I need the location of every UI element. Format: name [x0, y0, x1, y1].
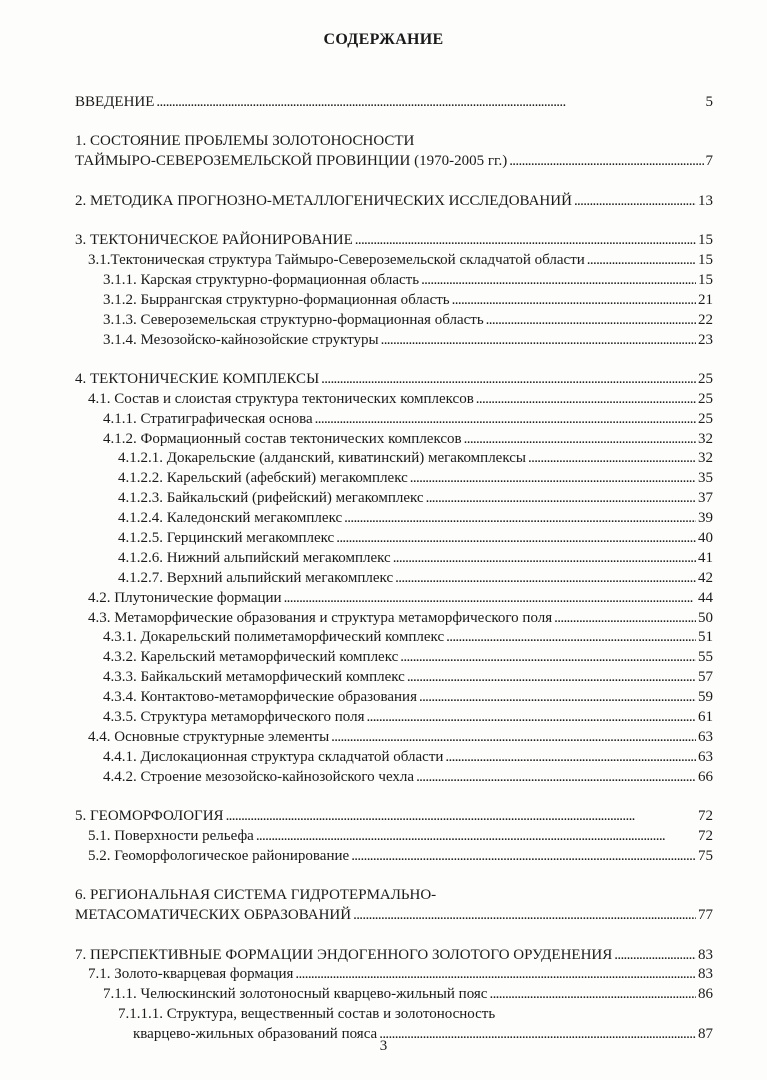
section-spacer — [75, 212, 713, 232]
dot-leader — [554, 609, 696, 629]
toc-page-number: 15 — [698, 251, 713, 268]
toc-page-number: 40 — [698, 530, 713, 547]
dot-leader — [353, 906, 696, 926]
toc-entry-title: 4.3.4. Контактово-метаморфические образования — [103, 689, 417, 706]
toc-entry — [75, 430, 713, 450]
dot-leader — [489, 985, 696, 1005]
toc-entry-title: кварцево-жильных образований пояса — [133, 1026, 378, 1043]
section-spacer — [75, 172, 713, 192]
toc-entry-title: 4.3.5. Структура метаморфического поля — [103, 709, 365, 726]
toc-page-number: 77 — [698, 907, 713, 924]
toc-entry — [75, 132, 713, 152]
section-spacer — [75, 350, 713, 370]
table-of-contents — [75, 93, 713, 1045]
toc-entry — [75, 768, 713, 788]
dot-leader — [315, 410, 696, 430]
toc-page-number: 55 — [698, 649, 713, 666]
toc-entry-title: МЕТАСОМАТИЧЕСКИХ ОБРАЗОВАНИЙ — [75, 907, 352, 924]
toc-page-number: 72 — [698, 808, 713, 825]
toc-entry-title: 5. ГЕОМОРФОЛОГИЯ — [75, 808, 224, 825]
dot-leader — [367, 708, 697, 728]
toc-page-number: 57 — [698, 669, 713, 686]
toc-entry-title: 7.1.1. Челюскинский золотоносный кварцево-жильный пояс — [103, 986, 488, 1003]
toc-entry — [75, 410, 713, 430]
dot-leader — [509, 152, 703, 172]
toc-entry — [75, 390, 713, 410]
toc-page-number: 61 — [698, 709, 713, 726]
toc-page-number: 23 — [698, 331, 713, 348]
toc-entry-title: 4.1. Состав и слоистая структура тектонических комплексов — [88, 390, 474, 407]
dot-leader — [528, 449, 696, 469]
dot-leader — [614, 946, 696, 966]
toc-entry — [75, 708, 713, 728]
toc-entry — [75, 569, 713, 589]
dot-leader — [416, 768, 696, 788]
toc-page-number: 15 — [698, 271, 713, 288]
toc-entry-title: 3.1.2. Быррангская структурно-формационная область — [103, 291, 450, 308]
toc-entry-title: 7.1.1.1. Структура, вещественный состав и золотоносность — [118, 1006, 496, 1023]
section-spacer — [75, 867, 713, 887]
toc-entry-title: 4.1.2.1. Докарельские (алданский, киватинский) мегакомплексы — [118, 450, 526, 467]
toc-page-number: 25 — [698, 370, 713, 387]
toc-entry-title: 7.1. Золото-кварцевая формация — [88, 966, 294, 983]
toc-entry-title: 4.1.2.7. Верхний альпийский мегакомплекс — [118, 569, 394, 586]
dot-leader — [587, 251, 696, 271]
toc-entry — [75, 549, 713, 569]
toc-page-number: 5 — [705, 94, 713, 110]
dot-leader — [486, 311, 696, 331]
toc-entry — [75, 271, 713, 291]
toc-page-number: 51 — [698, 629, 713, 646]
toc-entry — [75, 589, 713, 609]
toc-page-number: 13 — [698, 192, 713, 209]
toc-page-number: 63 — [698, 728, 713, 745]
toc-entry-title: 1. СОСТОЯНИЕ ПРОБЛЕМЫ ЗОЛОТОНОСНОСТИ — [75, 133, 415, 150]
dot-leader — [410, 469, 696, 489]
toc-entry-title: 3.1.3. Североземельская структурно-формационная область — [103, 311, 484, 328]
toc-page-number: 41 — [698, 549, 713, 566]
toc-page-number: 32 — [698, 450, 713, 467]
toc-entry-title: 4.1.2.6. Нижний альпийский мегакомплекс — [118, 549, 391, 566]
toc-entry-title: 6. РЕГИОНАЛЬНАЯ СИСТЕМА ГИДРОТЕРМАЛЬНО- — [75, 887, 437, 904]
toc-entry-title: 4.1.1. Стратиграфическая основа — [103, 410, 313, 427]
dot-leader — [446, 628, 696, 648]
section-spacer — [75, 113, 713, 133]
toc-entry-title: 4.1.2.2. Карельский (афебский) мегакомплекс — [118, 470, 408, 487]
page-title: СОДЕРЖАНИЕ — [323, 31, 444, 48]
dot-leader — [426, 489, 696, 509]
toc-entry-title: 4.3.2. Карельский метаморфический комплекс — [103, 649, 399, 666]
toc-page-number: 25 — [698, 410, 713, 427]
toc-page-number: 25 — [698, 390, 713, 407]
toc-page-number: 21 — [698, 291, 713, 308]
section-spacer — [75, 926, 713, 946]
toc-entry — [75, 628, 713, 648]
toc-entry-title: 5.2. Геоморфологическое районирование — [88, 847, 350, 864]
toc-page-number: 83 — [698, 966, 713, 983]
toc-entry — [75, 1005, 713, 1025]
toc-entry-title: 4.2. Плутонические формации — [88, 589, 282, 606]
dot-leader — [476, 390, 696, 410]
toc-entry — [75, 509, 713, 529]
toc-entry-title: 3.1.4. Мезозойско-кайнозойские структуры — [103, 331, 379, 348]
toc-entry — [75, 728, 713, 748]
toc-entry-title: 4.3.1. Докарельский полиметаморфический комплекс — [103, 629, 445, 646]
page-number: 3 — [379, 1038, 388, 1054]
toc-page-number: 86 — [698, 986, 713, 1003]
dot-leader — [351, 847, 696, 867]
section-spacer — [75, 788, 713, 808]
toc-entry-title: 7. ПЕРСПЕКТИВНЫЕ ФОРМАЦИИ ЭНДОГЕННОГО ЗОЛОТОГО ОРУДЕНЕНИЯ — [75, 946, 613, 963]
toc-entry-title: 4.1.2.3. Байкальский (рифейский) мегакомплекс — [118, 490, 424, 507]
toc-entry — [75, 331, 713, 351]
toc-entry — [75, 886, 713, 906]
toc-entry — [75, 906, 713, 926]
toc-entry — [75, 748, 713, 768]
toc-entry-title: 4. ТЕКТОНИЧЕСКИЕ КОМПЛЕКСЫ — [75, 370, 320, 387]
toc-entry-title: 4.1.2. Формационный состав тектонических комплексов — [103, 430, 462, 447]
toc-entry — [75, 827, 713, 847]
toc-page-number: 66 — [698, 768, 713, 785]
toc-page-number: 42 — [698, 569, 713, 586]
dot-leader — [331, 728, 696, 748]
toc-entry — [75, 946, 713, 966]
toc-entry-title: 4.3. Метаморфические образования и структура метаморфического поля — [88, 609, 553, 626]
dot-leader — [445, 748, 696, 768]
toc-entry — [75, 291, 713, 311]
toc-entry-title: 4.4.1. Дислокационная структура складчатой области — [103, 748, 444, 765]
toc-entry-title: 4.3.3. Байкальский метаморфический комплекс — [103, 669, 405, 686]
toc-entry-title: 4.1.2.4. Каледонский мегакомплекс — [118, 510, 343, 527]
toc-entry — [75, 529, 713, 549]
toc-entry-title: 5.1. Поверхности рельефа — [88, 828, 254, 844]
toc-page-number: 44 — [698, 589, 713, 606]
toc-entry — [75, 311, 713, 331]
dot-leader — [226, 807, 696, 827]
toc-entry-title: ВВЕДЕНИЕ — [75, 94, 155, 110]
dot-leader — [419, 688, 696, 708]
toc-entry-title: 4.4.2. Строение мезозойско-кайнозойского чехла — [103, 768, 415, 785]
toc-entry — [75, 807, 713, 827]
toc-entry — [75, 489, 713, 509]
dot-leader — [355, 231, 696, 251]
toc-page-number: 32 — [698, 430, 713, 447]
dot-leader — [421, 271, 696, 291]
toc-page-number: 87 — [698, 1026, 713, 1043]
toc-entry-title: 3.1.Тектоническая структура Таймыро-Североземельской складчатой области — [88, 251, 585, 268]
toc-entry — [75, 93, 713, 113]
dot-leader — [344, 509, 696, 529]
toc-entry — [75, 231, 713, 251]
toc-page-number: 35 — [698, 470, 713, 487]
dot-leader — [407, 668, 696, 688]
dot-leader — [256, 827, 696, 847]
toc-entry — [75, 609, 713, 629]
dot-leader — [156, 93, 703, 113]
dot-leader — [381, 331, 696, 351]
toc-entry — [75, 469, 713, 489]
dot-leader — [393, 549, 696, 569]
dot-leader — [400, 648, 696, 668]
toc-entry — [75, 668, 713, 688]
toc-page-number: 72 — [698, 828, 713, 844]
dot-leader — [284, 589, 696, 609]
toc-entry — [75, 965, 713, 985]
dot-leader — [464, 430, 696, 450]
toc-page-number: 50 — [698, 609, 713, 626]
dot-leader — [336, 529, 696, 549]
toc-entry — [75, 847, 713, 867]
toc-page-number: 39 — [698, 510, 713, 527]
toc-entry — [75, 370, 713, 390]
toc-entry-title: ТАЙМЫРО-СЕВЕРОЗЕМЕЛЬСКОЙ ПРОВИНЦИИ (1970-2005 гг.) — [75, 153, 508, 170]
toc-page-number: 15 — [698, 232, 713, 249]
toc-entry-title: 2. МЕТОДИКА ПРОГНОЗНО-МЕТАЛЛОГЕНИЧЕСКИХ ИССЛЕДОВАНИЙ — [75, 192, 572, 209]
toc-entry — [75, 688, 713, 708]
dot-leader — [395, 569, 696, 589]
toc-page-number: 83 — [698, 946, 713, 963]
toc-entry-title: 4.1.2.5. Герцинский мегакомплекс — [118, 530, 335, 547]
toc-entry — [75, 449, 713, 469]
toc-entry-title: 3. ТЕКТОНИЧЕСКОЕ РАЙОНИРОВАНИЕ — [75, 232, 353, 249]
toc-entry — [75, 152, 713, 172]
toc-page-number: 63 — [698, 748, 713, 765]
dot-leader — [295, 965, 696, 985]
toc-page-number: 7 — [705, 153, 713, 170]
dot-leader — [321, 370, 696, 390]
dot-leader — [452, 291, 696, 311]
toc-entry — [75, 192, 713, 212]
toc-entry — [75, 251, 713, 271]
toc-page-number: 59 — [698, 689, 713, 706]
toc-page-number: 75 — [698, 847, 713, 864]
dot-leader — [574, 192, 696, 212]
toc-entry — [75, 985, 713, 1005]
toc-page-number: 22 — [698, 311, 713, 328]
toc-entry-title: 3.1.1. Карская структурно-формационная область — [103, 271, 420, 288]
toc-page-number: 37 — [698, 490, 713, 507]
toc-entry — [75, 648, 713, 668]
toc-entry-title: 4.4. Основные структурные элементы — [88, 728, 330, 745]
